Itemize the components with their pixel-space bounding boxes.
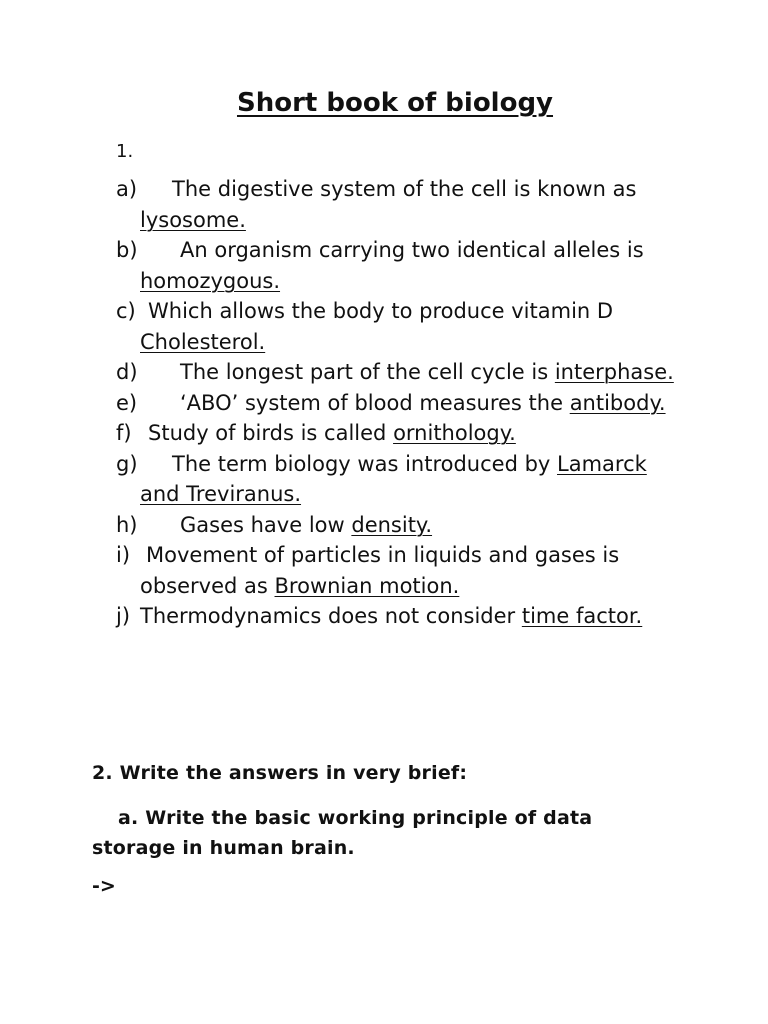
item-answer: Brownian motion.: [274, 573, 460, 598]
item-text: Gases have low: [180, 512, 352, 537]
item-text: An organism carrying two identical alleles is: [180, 238, 644, 262]
item-answer: Lamarck and Treviranus.: [140, 451, 647, 506]
list-item: [116, 235, 676, 296]
list-item: [116, 174, 676, 235]
item-marker: i): [116, 543, 131, 567]
item-answer: interphase.: [554, 360, 674, 384]
page-title: Short book of biology: [236, 88, 554, 118]
item-text: Thermodynamics does not consider: [140, 604, 522, 628]
list-item: [116, 449, 676, 510]
question-1-number: 1.: [116, 141, 134, 162]
answer-prompt: ->: [92, 875, 116, 897]
item-marker: h): [116, 512, 138, 537]
item-answer: density.: [351, 512, 433, 537]
item-marker: e): [116, 390, 138, 415]
list-item: [116, 540, 676, 601]
question-1-list: [116, 174, 676, 632]
list-item: [116, 510, 676, 541]
item-answer: ornithology.: [393, 421, 516, 445]
item-answer: homozygous.: [140, 268, 281, 293]
item-text: The digestive system of the cell is known as: [172, 177, 637, 201]
list-item: [116, 357, 676, 388]
item-marker: d): [116, 360, 138, 384]
item-marker: a): [116, 177, 138, 201]
item-answer: lysosome.: [140, 207, 246, 232]
item-text: The term biology was introduced by: [172, 451, 558, 476]
list-item: [116, 388, 676, 419]
item-marker: j): [116, 604, 131, 628]
item-text: ‘ABO’ system of blood measures the: [180, 390, 570, 415]
item-marker: f): [116, 421, 132, 445]
item-marker: b): [116, 238, 138, 262]
item-text: Study of birds is called: [148, 421, 394, 445]
item-answer: Cholesterol.: [140, 329, 266, 354]
item-marker: g): [116, 451, 138, 476]
list-item: [116, 418, 676, 449]
section-2-question-a: a. Write the basic working principle of data storage in human brain.: [92, 807, 593, 859]
item-text: The longest part of the cell cycle is: [180, 360, 555, 384]
section-2-heading: 2. Write the answers in very brief:: [92, 762, 468, 784]
item-marker: c): [116, 299, 136, 323]
item-text: Movement of particles in liquids and gases is observed as: [140, 543, 620, 598]
item-answer: time factor.: [521, 604, 643, 628]
item-answer: antibody.: [569, 390, 666, 415]
item-text: Which allows the body to produce vitamin D: [148, 299, 614, 323]
list-item: [116, 296, 676, 357]
list-item: [116, 601, 676, 632]
